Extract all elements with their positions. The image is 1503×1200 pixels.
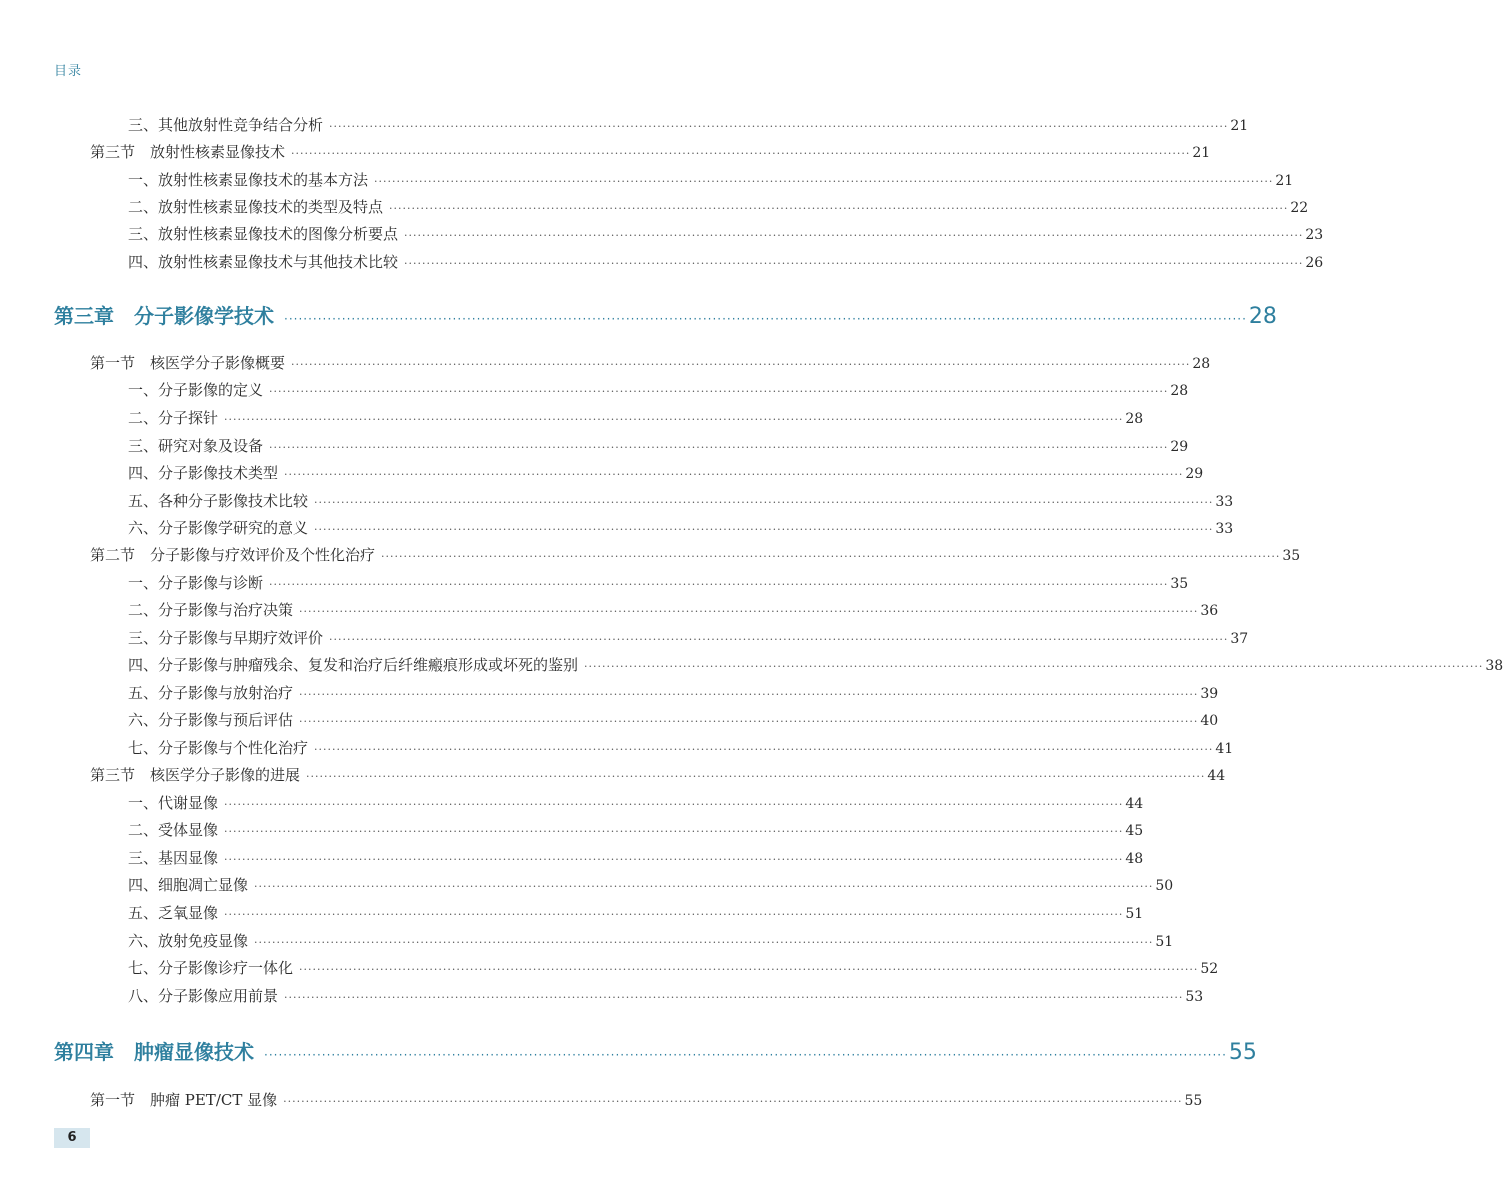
toc-entry-title: 第三节 核医学分子影像的进展 xyxy=(90,766,301,784)
toc-entry-page: 51 xyxy=(1125,906,1144,922)
toc-item[interactable] xyxy=(128,571,1189,595)
dot-leader: ········································································································································································································ xyxy=(264,1048,1227,1062)
toc-entry-title: 三、其他放射性竞争结合分析 xyxy=(128,116,324,134)
toc-item[interactable] xyxy=(128,406,1144,430)
toc-entry-title: 五、分子影像与放射治疗 xyxy=(128,684,294,702)
toc-item[interactable] xyxy=(128,250,1324,274)
dot-leader: ········································································································································································································ xyxy=(224,853,1124,866)
toc-entry-page: 26 xyxy=(1305,255,1324,271)
toc-item[interactable] xyxy=(128,653,1503,677)
dot-leader: ········································································································································································································ xyxy=(329,120,1229,133)
dot-leader: ········································································································································································································ xyxy=(329,633,1229,646)
toc-entry-title: 七、分子影像诊疗一体化 xyxy=(128,959,294,977)
toc-item[interactable] xyxy=(128,791,1144,815)
dot-leader: ········································································································································································································ xyxy=(254,936,1154,949)
dot-leader: ········································································································································································································ xyxy=(389,202,1289,215)
toc-entry-title: 四、细胞凋亡显像 xyxy=(128,876,249,894)
dot-leader: ········································································································································································································ xyxy=(224,825,1124,838)
toc-entry-page: 33 xyxy=(1215,521,1234,537)
toc-entry-page: 48 xyxy=(1125,851,1144,867)
dot-leader: ········································································································································································································ xyxy=(269,385,1169,398)
toc-entry-page: 21 xyxy=(1192,145,1211,161)
dot-leader: ········································································································································································································ xyxy=(224,413,1124,426)
toc-entry-title: 第一节 肿瘤 PET/CT 显像 xyxy=(90,1091,278,1109)
toc-entry-title: 二、分子探针 xyxy=(128,409,219,427)
toc-entry-title: 一、分子影像的定义 xyxy=(128,381,264,399)
toc-item[interactable] xyxy=(128,222,1324,246)
toc-item[interactable] xyxy=(128,598,1219,622)
dot-leader: ········································································································································································································ xyxy=(224,908,1124,921)
toc-entry-page: 38 xyxy=(1485,658,1503,674)
toc-entry-page: 22 xyxy=(1290,200,1309,216)
toc-section[interactable] xyxy=(90,1088,1203,1112)
toc-entry-page: 45 xyxy=(1125,823,1144,839)
dot-leader: ········································································································································································································ xyxy=(314,496,1214,509)
toc-section[interactable] xyxy=(90,543,1301,567)
toc-item[interactable] xyxy=(128,489,1234,513)
toc-entry-title: 四、分子影像与肿瘤残余、复发和治疗后纤维瘢痕形成或坏死的鉴别 xyxy=(128,656,579,674)
dot-leader: ········································································································································································································ xyxy=(299,963,1199,976)
toc-entry-page: 21 xyxy=(1275,173,1294,189)
dot-leader: ········································································································································································································ xyxy=(224,798,1124,811)
toc-entry-title: 三、放射性核素显像技术的图像分析要点 xyxy=(128,225,399,243)
toc-entry-title: 五、各种分子影像技术比较 xyxy=(128,492,309,510)
toc-entry-title: 一、代谢显像 xyxy=(128,794,219,812)
dot-leader: ········································································································································································································ xyxy=(291,147,1191,160)
toc-entry-title: 四、分子影像技术类型 xyxy=(128,464,279,482)
dot-leader: ········································································································································································································ xyxy=(374,175,1274,188)
toc-chapter[interactable] xyxy=(54,1034,1257,1070)
toc-entry-page: 40 xyxy=(1200,713,1219,729)
dot-leader: ········································································································································································································ xyxy=(284,468,1184,481)
toc-item[interactable] xyxy=(128,929,1174,953)
toc-entry-page: 55 xyxy=(1228,1040,1257,1065)
toc-entry-page: 37 xyxy=(1230,631,1249,647)
dot-leader: ········································································································································································································ xyxy=(284,312,1247,326)
toc-entry-title: 第三章 分子影像学技术 xyxy=(54,304,274,328)
toc-entry-title: 第二节 分子影像与疗效评价及个性化治疗 xyxy=(90,546,376,564)
dot-leader: ········································································································································································································ xyxy=(299,688,1199,701)
toc-entry-title: 四、放射性核素显像技术与其他技术比较 xyxy=(128,253,399,271)
toc-entry-page: 41 xyxy=(1215,741,1234,757)
toc-section[interactable] xyxy=(90,351,1211,375)
dot-leader: ········································································································································································································ xyxy=(381,550,1281,563)
toc-entry-page: 23 xyxy=(1305,227,1324,243)
toc-entry-page: 28 xyxy=(1248,304,1277,329)
toc-entry-title: 一、分子影像与诊断 xyxy=(128,574,264,592)
dot-leader: ········································································································································································································ xyxy=(314,743,1214,756)
page-number: 6 xyxy=(54,1128,90,1148)
running-header: 目录 xyxy=(54,64,83,79)
toc-item[interactable] xyxy=(128,873,1174,897)
toc-entry-page: 35 xyxy=(1282,548,1301,564)
dot-leader: ········································································································································································································ xyxy=(284,991,1184,1004)
toc-entry-page: 50 xyxy=(1155,878,1174,894)
toc-section[interactable] xyxy=(90,140,1211,164)
toc-entry-page: 29 xyxy=(1185,466,1204,482)
toc-entry-page: 29 xyxy=(1170,439,1189,455)
dot-leader: ········································································································································································································ xyxy=(269,441,1169,454)
toc-item[interactable] xyxy=(128,846,1144,870)
toc-entry-page: 21 xyxy=(1230,118,1249,134)
toc-entry-page: 35 xyxy=(1170,576,1189,592)
toc-entry-page: 28 xyxy=(1170,383,1189,399)
dot-leader: ········································································································································································································ xyxy=(404,257,1304,270)
toc-entry-title: 二、受体显像 xyxy=(128,821,219,839)
toc-entry-title: 七、分子影像与个性化治疗 xyxy=(128,739,309,757)
toc-entry-title: 五、乏氧显像 xyxy=(128,904,219,922)
toc-entry-title: 一、放射性核素显像技术的基本方法 xyxy=(128,171,369,189)
toc-item[interactable] xyxy=(128,168,1294,192)
toc-item[interactable] xyxy=(128,195,1309,219)
toc-entry-title: 三、基因显像 xyxy=(128,849,219,867)
dot-leader: ········································································································································································································ xyxy=(299,715,1199,728)
toc-item[interactable] xyxy=(128,956,1219,980)
toc-entry-page: 28 xyxy=(1125,411,1144,427)
toc-entry-page: 55 xyxy=(1184,1093,1203,1109)
toc-item[interactable] xyxy=(128,626,1249,650)
toc-item[interactable] xyxy=(128,516,1234,540)
toc-entry-title: 六、放射免疫显像 xyxy=(128,932,249,950)
dot-leader: ········································································································································································································ xyxy=(283,1095,1183,1108)
dot-leader: ········································································································································································································ xyxy=(584,660,1484,673)
toc-section[interactable] xyxy=(90,763,1226,787)
toc-entry-page: 33 xyxy=(1215,494,1234,510)
dot-leader: ········································································································································································································ xyxy=(404,229,1304,242)
toc-item[interactable] xyxy=(128,434,1189,458)
dot-leader: ········································································································································································································ xyxy=(254,880,1154,893)
toc-entry-page: 44 xyxy=(1207,768,1226,784)
toc-item[interactable] xyxy=(128,681,1219,705)
toc-entry-title: 三、分子影像与早期疗效评价 xyxy=(128,629,324,647)
toc-entry-page: 51 xyxy=(1155,934,1174,950)
toc-entry-title: 第一节 核医学分子影像概要 xyxy=(90,354,286,372)
toc-entry-title: 第三节 放射性核素显像技术 xyxy=(90,143,286,161)
toc-entry-page: 44 xyxy=(1125,796,1144,812)
toc-item[interactable] xyxy=(128,113,1249,137)
toc-item[interactable] xyxy=(128,901,1144,925)
toc-entry-page: 52 xyxy=(1200,961,1219,977)
toc-entry-title: 第四章 肿瘤显像技术 xyxy=(54,1040,254,1064)
toc-item[interactable] xyxy=(128,708,1219,732)
dot-leader: ········································································································································································································ xyxy=(314,523,1214,536)
toc-entry-title: 六、分子影像学研究的意义 xyxy=(128,519,309,537)
toc-chapter[interactable] xyxy=(54,298,1277,334)
toc-entry-title: 八、分子影像应用前景 xyxy=(128,987,279,1005)
toc-item[interactable] xyxy=(128,736,1234,760)
dot-leader: ········································································································································································································ xyxy=(299,605,1199,618)
dot-leader: ········································································································································································································ xyxy=(269,578,1169,591)
toc-entry-page: 28 xyxy=(1192,356,1211,372)
toc-entry-page: 39 xyxy=(1200,686,1219,702)
toc-entry-page: 53 xyxy=(1185,989,1204,1005)
toc-entry-title: 二、放射性核素显像技术的类型及特点 xyxy=(128,198,384,216)
toc-entry-title: 六、分子影像与预后评估 xyxy=(128,711,294,729)
dot-leader: ········································································································································································································ xyxy=(306,770,1206,783)
toc-entry-title: 二、分子影像与治疗决策 xyxy=(128,601,294,619)
toc-item[interactable] xyxy=(128,461,1204,485)
toc-entry-title: 三、研究对象及设备 xyxy=(128,437,264,455)
toc-item[interactable] xyxy=(128,984,1204,1008)
dot-leader: ········································································································································································································ xyxy=(291,358,1191,371)
toc-item[interactable] xyxy=(128,378,1189,402)
toc-entry-page: 36 xyxy=(1200,603,1219,619)
toc-item[interactable] xyxy=(128,818,1144,842)
